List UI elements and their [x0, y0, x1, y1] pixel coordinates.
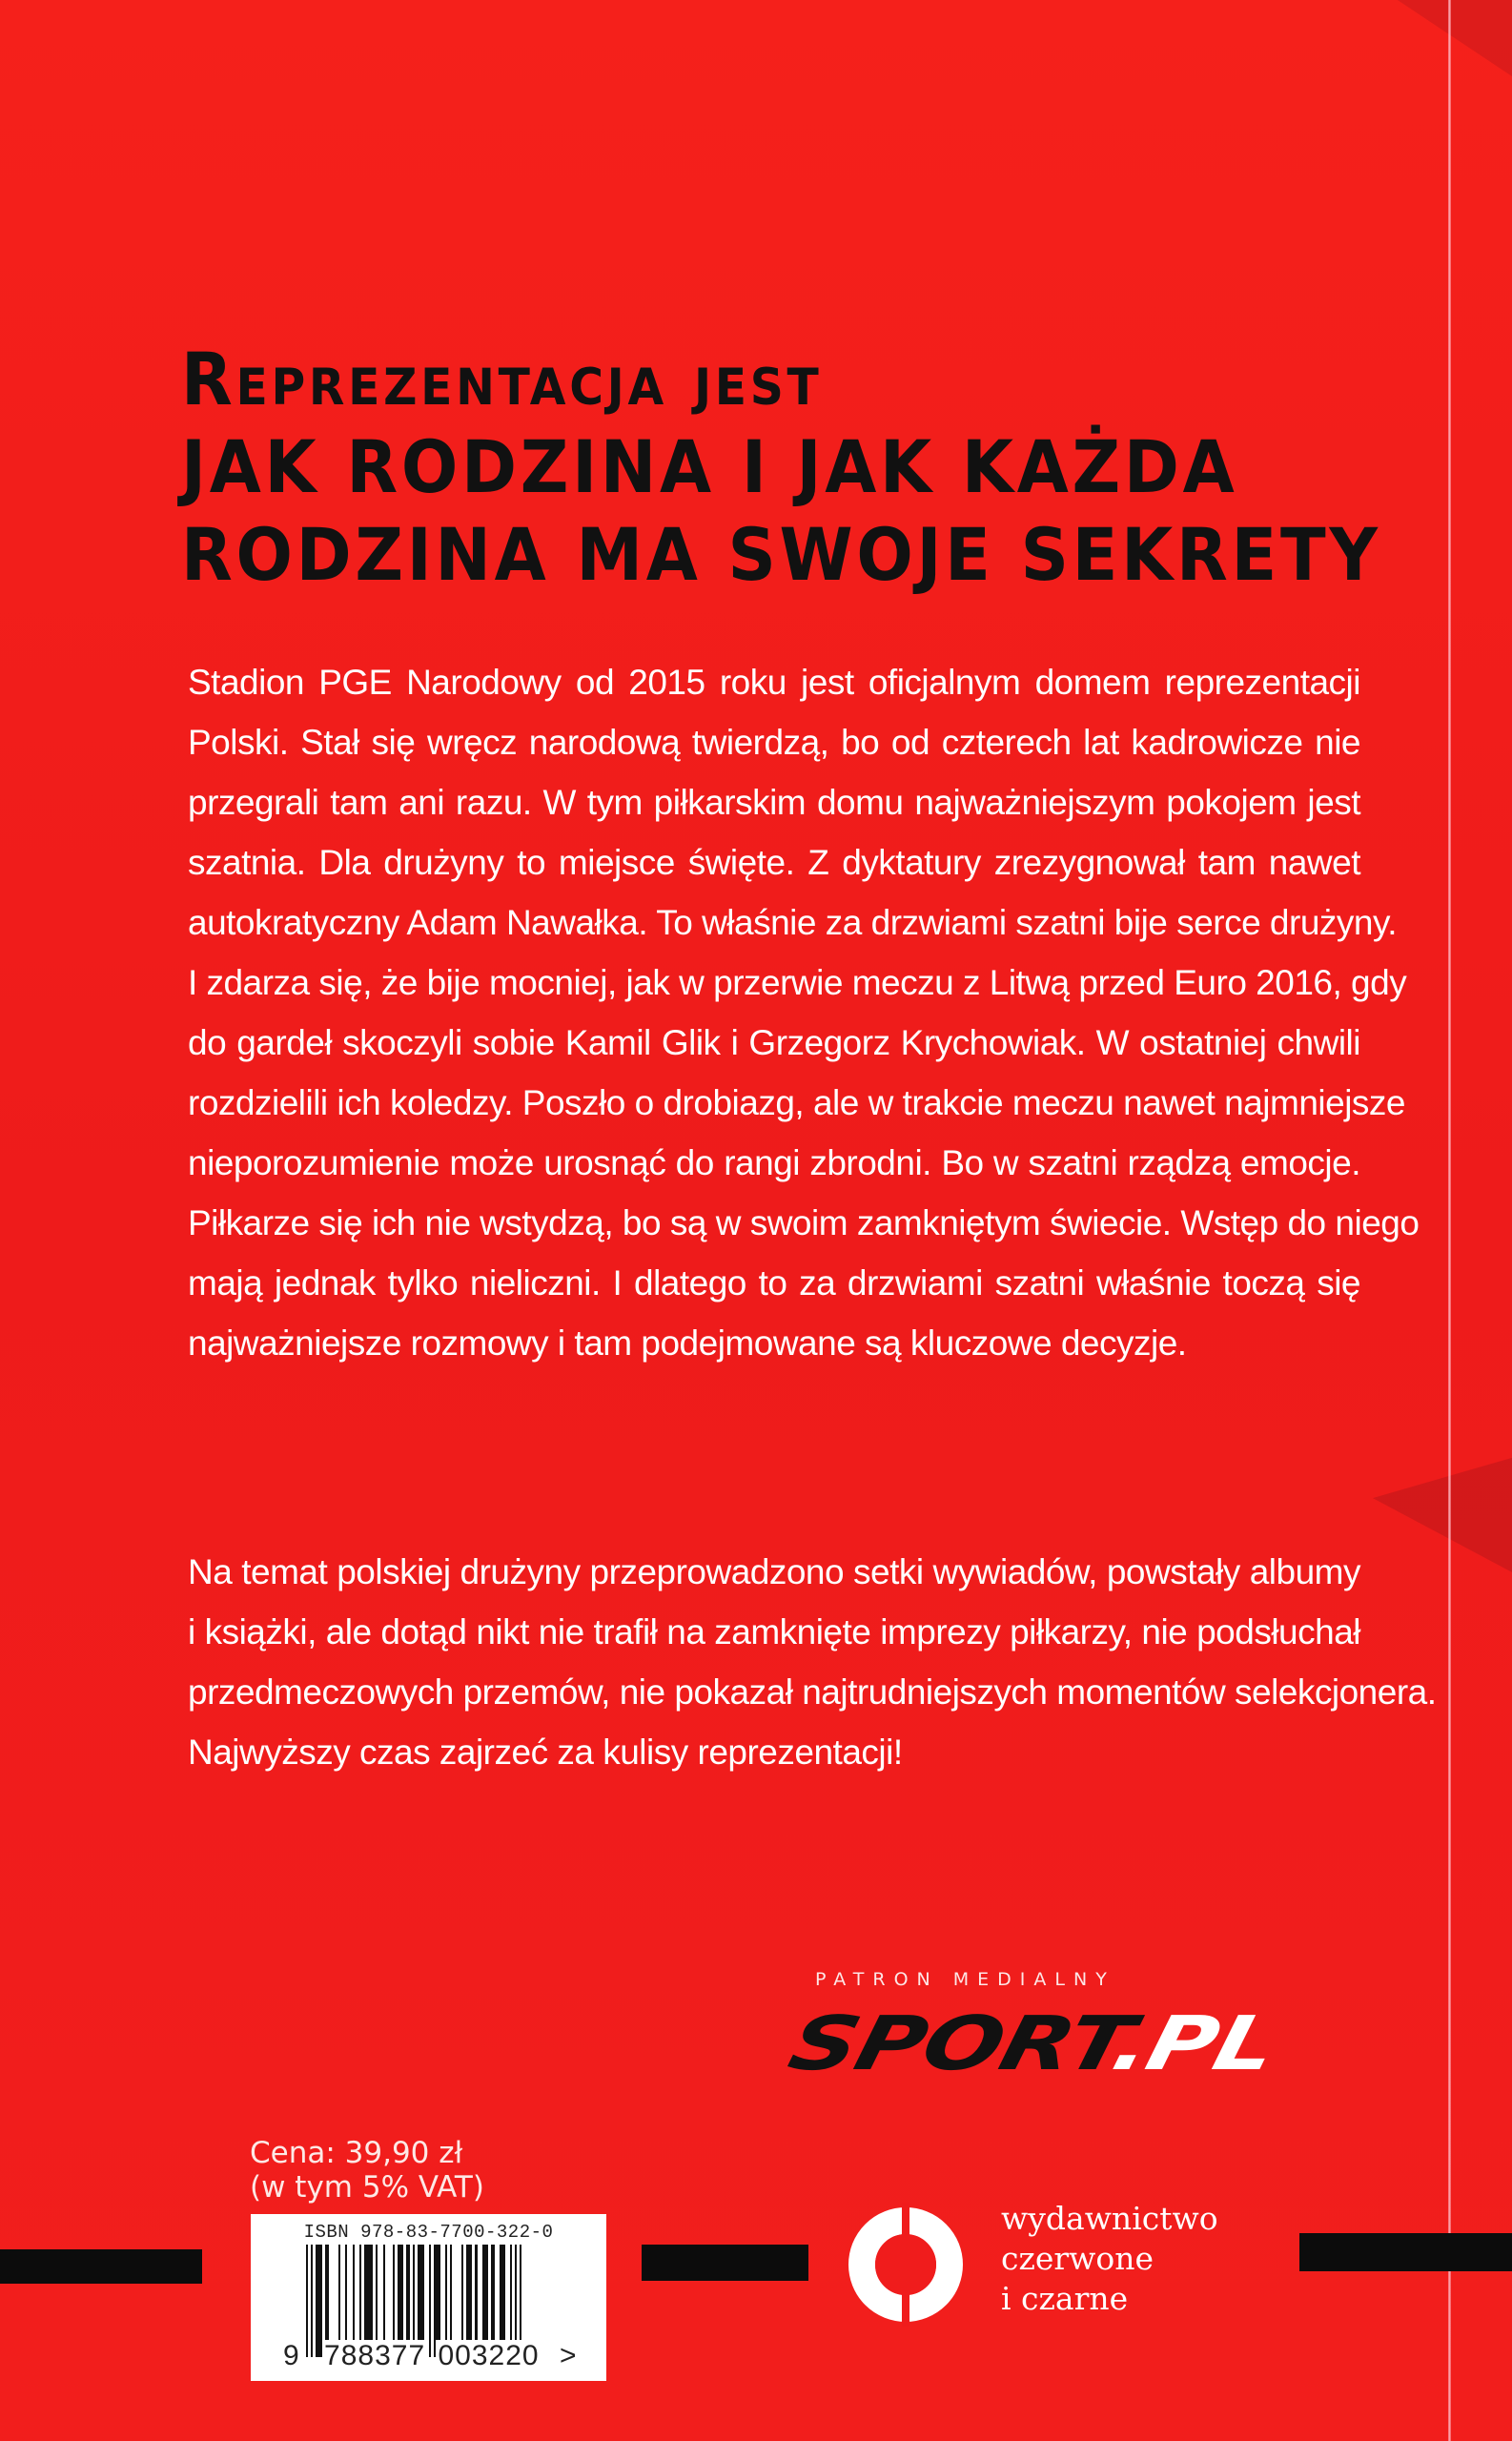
ean-right-group: 003220 — [438, 2340, 540, 2371]
publisher-line-3: i czarne — [1001, 2280, 1129, 2317]
blurb-line: Najwyższy czas zajrzeć za kulisy reprezentacji! — [188, 1733, 903, 1772]
blurb-line: i książki, ale dotąd nikt nie trafił na zamknięte imprezy piłkarzy, nie podsłuchał — [188, 1612, 1360, 1651]
blurb-line: nieporozumienie może urosnąć do rangi zbrodni. Bo w szatni rządzą emocje. — [188, 1143, 1360, 1182]
ean-digits — [283, 2340, 577, 2372]
sport-pl-logo — [781, 2001, 1285, 2087]
isbn-barcode — [251, 2214, 606, 2381]
decorative-black-bar-left — [0, 2249, 202, 2284]
blurb-line: Polski. Stał się wręcz narodową twierdzą, bo od czterech lat kadrowicze nie — [188, 723, 1360, 762]
blurb-line: I zdarza się, że bije mocniej, jak w przerwie meczu z Litwą przed Euro 2016, gdy — [188, 963, 1407, 1002]
decorative-triangle-top — [1398, 0, 1512, 76]
blurb-line: przedmeczowych przemów, nie pokazał najtrudniejszych momentów selekcjonera. — [188, 1672, 1437, 1712]
publisher-line-1: wydawnictwo — [1001, 2200, 1218, 2237]
blurb-line: do gardeł skoczyli sobie Kamil Glik i Grzegorz Krychowiak. W ostatniej chwili — [188, 1023, 1360, 1062]
spine-fold-line — [1448, 0, 1451, 2441]
blurb-line: Na temat polskiej drużyny przeprowadzono setki wywiadów, powstały albumy — [188, 1552, 1360, 1591]
blurb-line: przegrali tam ani razu. W tym piłkarskim domu najważniejszym pokojem jest — [188, 783, 1360, 822]
publisher-line-2: czerwone — [1001, 2240, 1154, 2277]
headline-line-3: RODZINA MA SWOJE SEKRETY — [181, 512, 1381, 597]
ean-first-digit: 9 — [283, 2340, 300, 2371]
price-value: Cena: 39,90 zł — [250, 2136, 463, 2170]
blurb-paragraph-2 — [188, 1542, 1437, 1782]
headline-line-1: Reprezentacja jest — [181, 337, 823, 421]
ean-left-group: 788377 — [324, 2340, 426, 2371]
blurb-line: najważniejsze rozmowy i tam podejmowane są kluczowe decyzje. — [188, 1323, 1187, 1363]
split-ring-icon — [844, 2203, 968, 2327]
blurb-line: rozdzielili ich koledzy. Poszło o drobiazg, ale w trakcie meczu nawet najmniejsze — [188, 1083, 1406, 1122]
media-patron-label: PATRON MEDIALNY — [815, 1969, 1115, 1990]
ean-quiet-zone-marker: > — [559, 2340, 578, 2371]
blurb-line: autokratyczny Adam Nawałka. To właśnie za drzwiami szatni bije serce drużyny. — [188, 903, 1398, 942]
price-vat-note: (w tym 5% VAT) — [250, 2170, 484, 2205]
sport-logo-text: SPORT — [781, 2001, 1126, 2087]
isbn-number: ISBN 978-83-7700-322-0 — [303, 2222, 554, 2243]
publisher-name — [1001, 2199, 1218, 2319]
headline — [181, 336, 1381, 599]
decorative-black-bar-right — [1299, 2233, 1512, 2271]
blurb-line: szatnia. Dla drużyny to miejsce święte. Z dyktatury zrezygnował tam nawet — [188, 843, 1360, 882]
blurb-paragraph-1 — [188, 652, 1420, 1373]
decorative-black-bar-middle — [642, 2245, 808, 2281]
blurb-line: Piłkarze się ich nie wstydzą, bo są w swoim zamkniętym świecie. Wstęp do niego — [188, 1203, 1420, 1242]
blurb-line: Stadion PGE Narodowy od 2015 roku jest oficjalnym domem reprezentacji — [188, 663, 1360, 702]
blurb-line: mają jednak tylko nieliczni. I dlatego to za drzwiami szatni właśnie toczą się — [188, 1263, 1360, 1303]
pl-logo-text: .PL — [1104, 2001, 1285, 2087]
headline-line-2: JAK RODZINA I JAK KAŻDA — [181, 424, 1238, 509]
price-block — [250, 2136, 484, 2205]
